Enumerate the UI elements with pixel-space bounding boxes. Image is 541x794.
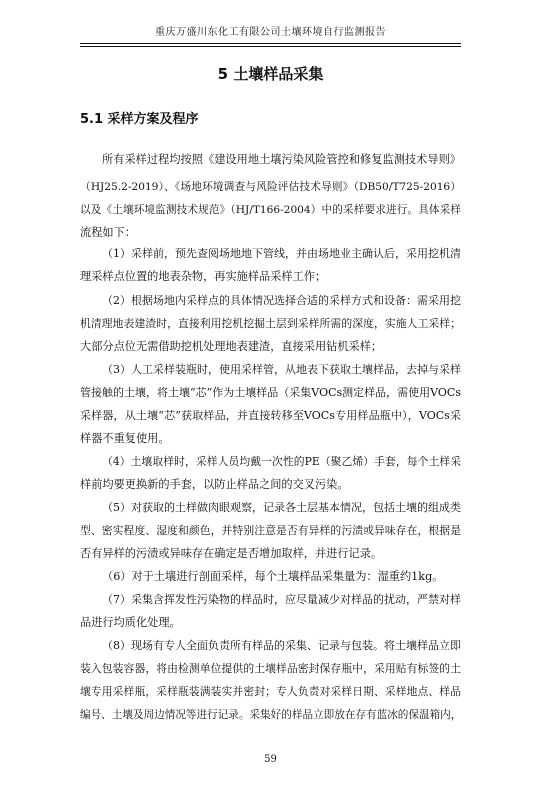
running-header: 重庆万盛川东化工有限公司土壤环境自行监测报告	[155, 27, 386, 38]
paragraph-line: 编号、土壤及周边情况等进行记录。采集好的样品立即放在存有蓝冰的保温箱内，	[80, 709, 462, 721]
page-number: 59	[264, 754, 277, 765]
paragraph-line: 流程如下：	[80, 226, 136, 239]
paragraph-line: 大部分点位无需借助挖机处理地表建渣，直接采用钻机采样；	[80, 340, 383, 353]
paragraph-line: （8）现场有专人全面负责所有样品的采集、记录与包装。将土壤样品立即	[102, 639, 461, 652]
paragraph-line: 型、密实程度、湿度和颜色，并特别注意是否有异样的污渍或异味存在，根据是	[80, 524, 461, 537]
paragraph-line: 品进行均质化处理。	[80, 616, 181, 629]
paragraph-line: （2）根据场地内采样点的具体情况选择合适的采样方式和设备：需采用挖	[102, 294, 461, 307]
paragraph-line: （5）对获取的土样做肉眼观察，记录各土层基本情况，包括土壤的组成类	[102, 501, 461, 514]
paragraph-line: （1）采样前，预先查阅场地地下管线，并由场地业主确认后，采用挖机清	[102, 247, 461, 260]
paragraph-line: 样前均要更换新的手套，以防止样品之间的交叉污染。	[80, 478, 349, 491]
paragraph-line: （6）对于土壤进行剖面采样，每个土壤样品采集量为：湿重约1kg。	[102, 570, 444, 583]
paragraph-line: （4）土壤取样时，采样人员均戴一次性的PE（聚乙烯）手套，每个土样采	[102, 455, 461, 468]
paragraph-line: 管接触的土壤，将土壤“芯”作为土壤样品（采集VOCs测定样品，需使用VOCs	[80, 386, 461, 399]
paragraph-line: 理采样点位置的地表杂物，再实施样品采样工作；	[80, 270, 327, 283]
section-title: 5.1 采样方案及程序	[80, 112, 199, 127]
paragraph-line: 所有采样过程均按照《建设用地土壤污染风险管控和修复监测技术导则》	[102, 153, 461, 166]
paragraph-line: 以及《土壤环境监测技术规范》（HJ/T166-2004）中的采样要求进行。具体采样	[80, 204, 461, 216]
paragraph-line: 否有异样的污渍或异味存在确定是否增加取样，并进行记录。	[80, 547, 383, 560]
paragraph-line: 样器不重复使用。	[80, 432, 170, 445]
paragraph-line: 采样器，从土壤“芯”获取样品，并直接转移至VOCs专用样品瓶中），VOCs采	[80, 409, 461, 422]
chapter-title: 5 土壤样品采集	[217, 65, 324, 83]
paragraph-line: 机清理地表建渣时，直接利用挖机挖掘土层到采样所需的深度，实施人工采样；	[80, 317, 461, 330]
paragraph-line: 壤专用采样瓶，采样瓶装满装实并密封；专人负责对采样日期、采样地点、样品	[80, 685, 461, 698]
header-rule	[80, 43, 461, 44]
paragraph-line: （7）采集含挥发性污染物的样品时，应尽量减少对样品的扰动，严禁对样	[102, 593, 461, 606]
header-rule-thin	[80, 46, 461, 47]
paragraph-line: （HJ25.2-2019）、《场地环境调查与风险评估技术导则》（DB50/T725-2016）	[80, 181, 461, 193]
paragraph-line: （3）人工采样装瓶时，使用采样管，从地表下获取土壤样品，去掉与采样	[102, 363, 461, 376]
paragraph-line: 装入包装容器，将由检测单位提供的土壤样品密封保存瓶中，采用贴有标签的土	[80, 662, 461, 675]
